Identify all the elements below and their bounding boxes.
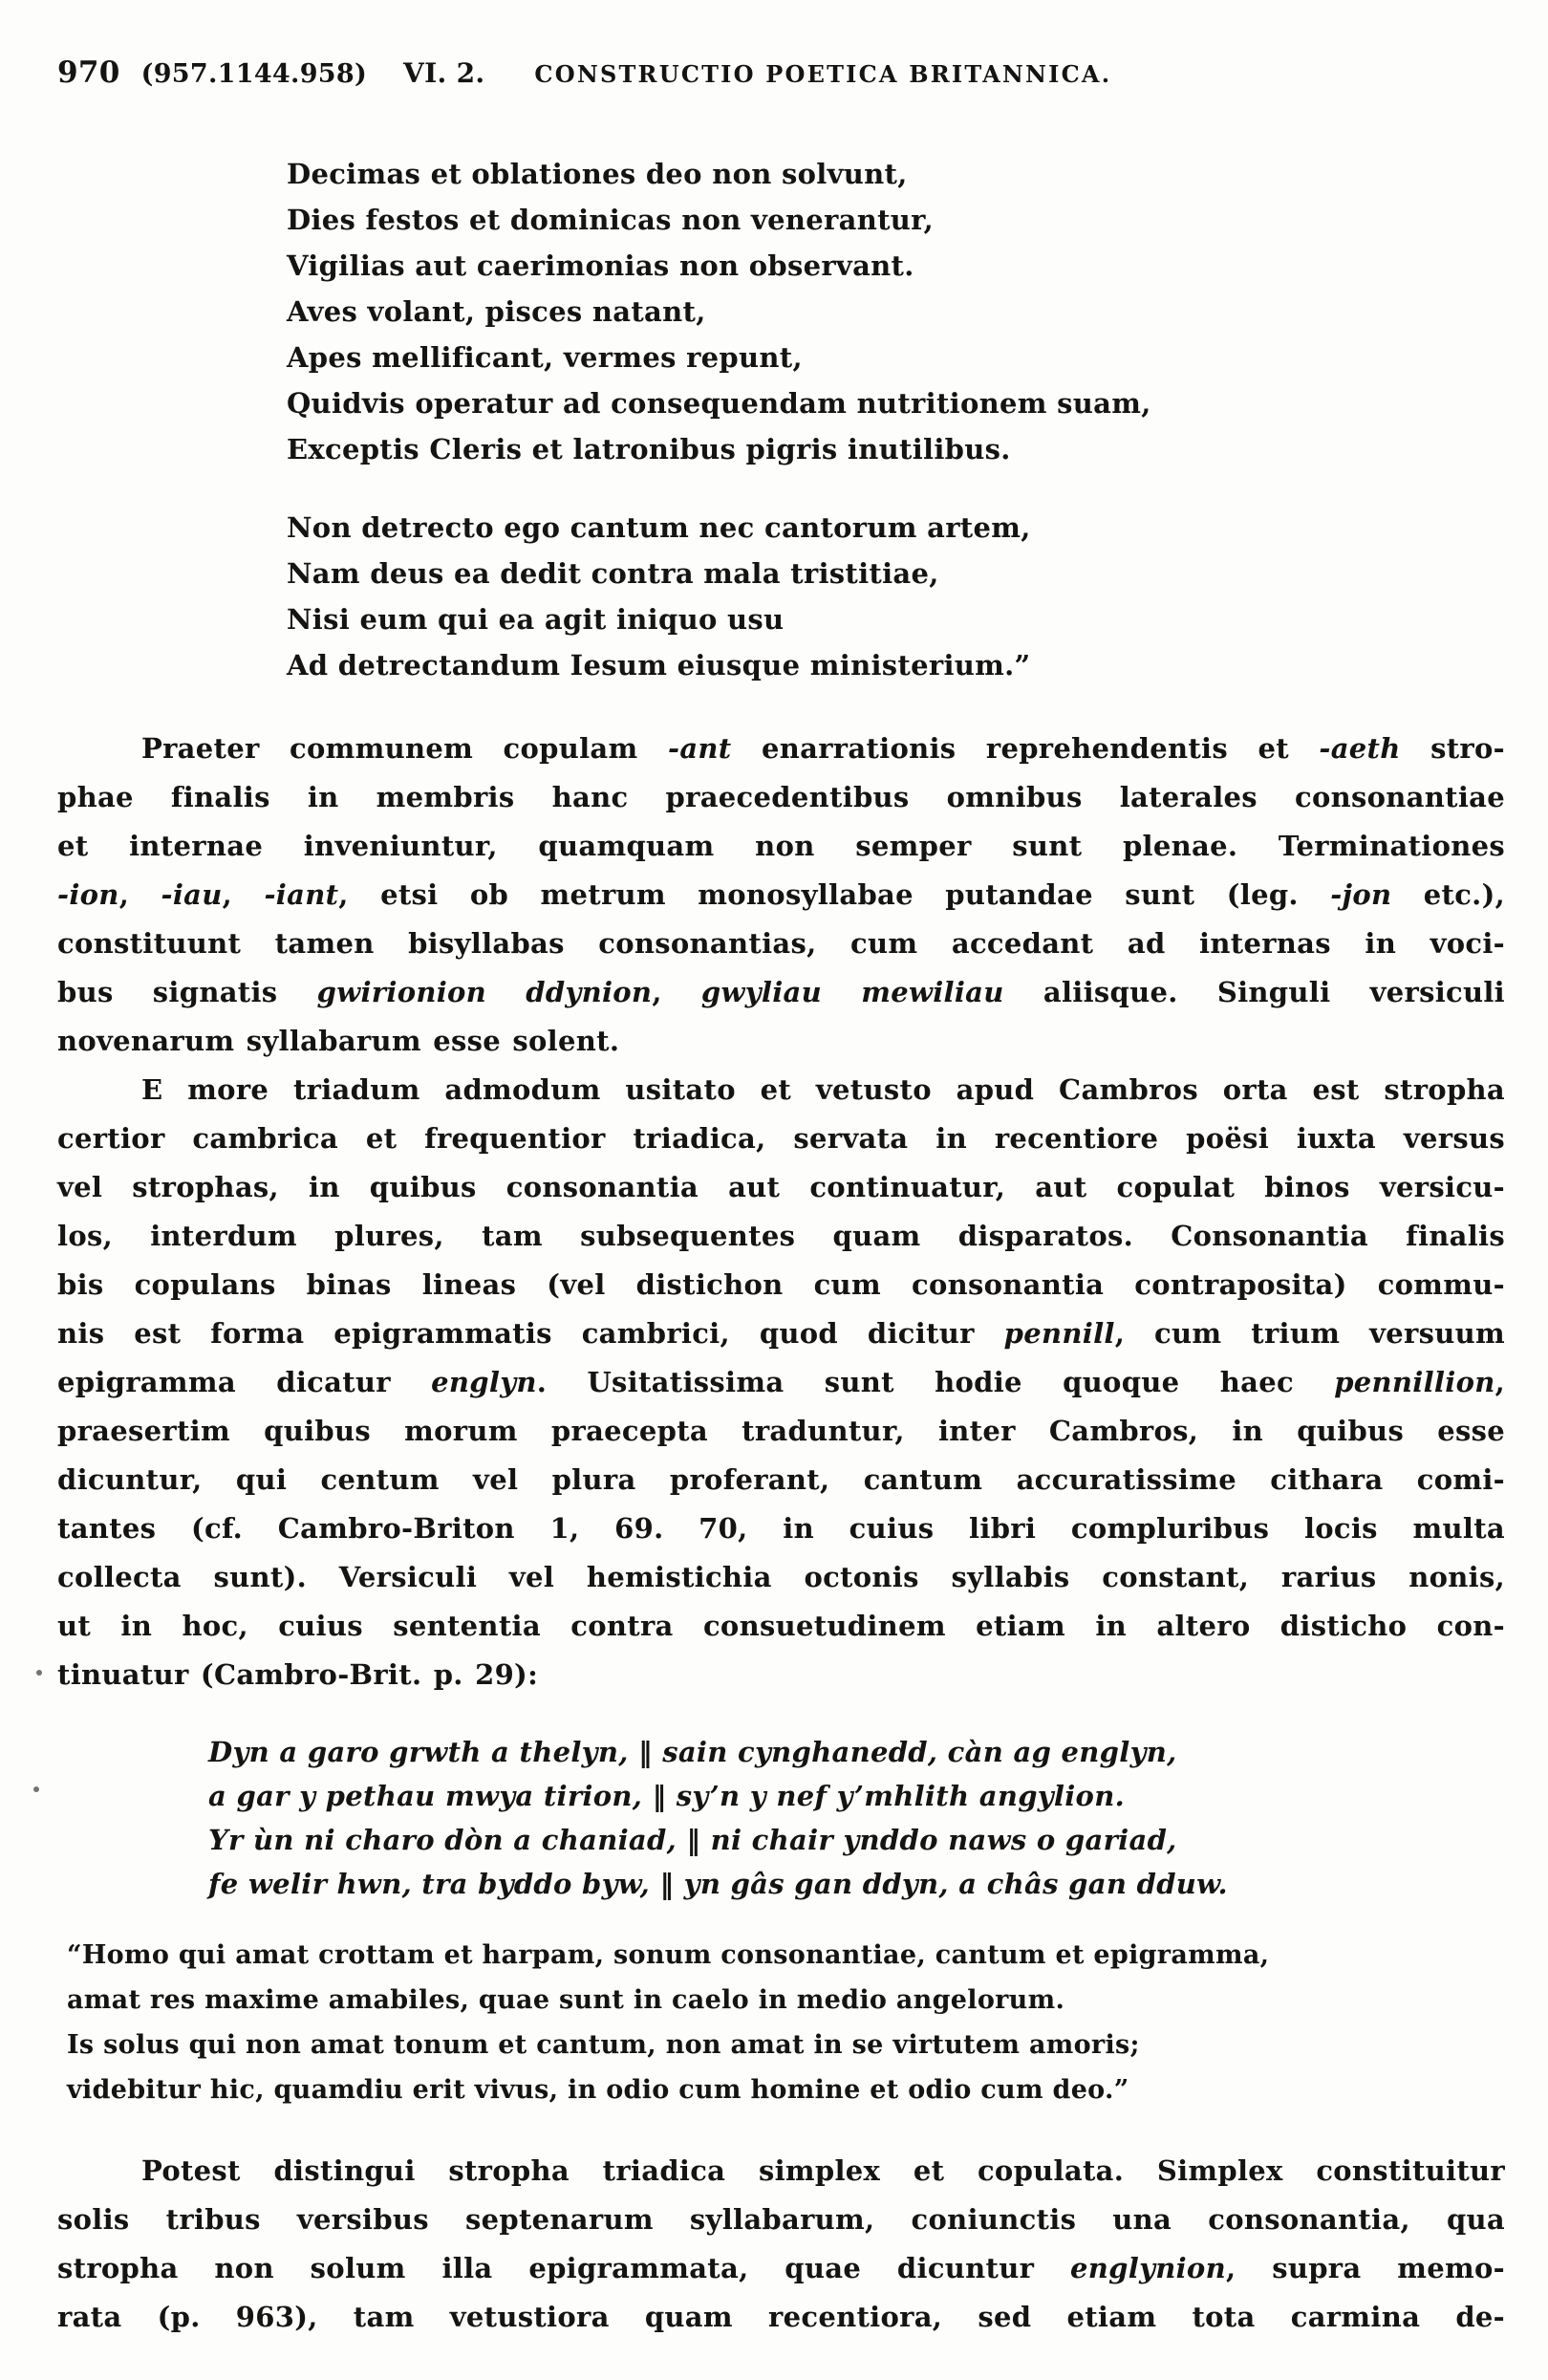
verse-line: Ad detrectandum Iesum eiusque ministerium.” bbox=[287, 649, 1031, 682]
page-header bbox=[57, 55, 1505, 90]
paragraph-line: certior cambrica et frequentior triadica, servata in recentiore poësi iuxta versus bbox=[57, 1122, 1505, 1155]
paragraph-line: Potest distingui stropha triadica simplex et copulata. Simplex constituitur bbox=[141, 2154, 1505, 2187]
quote-line: “Homo qui amat crottam et harpam, sonum consonantiae, cantum et epigramma, bbox=[67, 1940, 1270, 1970]
latin-verse-block-2 bbox=[287, 505, 1505, 688]
translation-quote-block bbox=[67, 1933, 1505, 2112]
paragraph-line: E more triadum admodum usitato et vetusto apud Cambros orta est stropha bbox=[141, 1073, 1505, 1106]
paragraph-line: praesertim quibus morum praecepta traduntur, inter Cambros, in quibus esse bbox=[57, 1415, 1505, 1447]
verse-line: Quidvis operatur ad consequendam nutritionem suam, bbox=[287, 387, 1151, 420]
verse-line: Aves volant, pisces natant, bbox=[287, 295, 706, 328]
paragraph-line: epigramma dicatur englyn. Usitatissima sunt hodie quoque haec pennillion, bbox=[57, 1366, 1505, 1398]
paragraph-line: phae finalis in membris hanc praecedentibus omnibus laterales consonantiae bbox=[57, 781, 1505, 813]
quote-line: amat res maxime amabiles, quae sunt in caelo in medio angelorum. bbox=[67, 1985, 1065, 2015]
paragraph-simplex bbox=[57, 2147, 1505, 2342]
paragraph-line: constituunt tamen bisyllabas consonantias, cum accedant ad internas in voci- bbox=[57, 927, 1505, 960]
welsh-verse-line: fe welir hwn, tra byddo byw, ‖ yn gâs gan ddyn, a châs gan dduw. bbox=[208, 1868, 1228, 1900]
paragraph-line: Praeter communem copulam -ant enarrationis reprehendentis et -aeth stro- bbox=[141, 732, 1505, 765]
paragraph-terminationes bbox=[57, 725, 1505, 1066]
quote-line: videbitur hic, quamdiu erit vivus, in odio cum homine et odio cum deo.” bbox=[67, 2075, 1129, 2105]
welsh-verse-line: Yr ùn ni charo dòn a chaniad, ‖ ni chair ynddo naws o gariad, bbox=[208, 1824, 1177, 1856]
verse-line: Vigilias aut caerimonias non observant. bbox=[287, 249, 914, 282]
paragraph-line: rata (p. 963), tam vetustiora quam recentiora, sed etiam tota carmina de- bbox=[57, 2301, 1505, 2333]
paragraph-line: stropha non solum illa epigrammata, quae dicuntur englynion, supra memo- bbox=[57, 2252, 1505, 2284]
paragraph-line: dicuntur, qui centum vel plura proferant, cantum accuratissime cithara comi- bbox=[57, 1463, 1505, 1496]
verse-line: Nam deus ea dedit contra mala tristitiae, bbox=[287, 557, 939, 590]
paragraph-line: tantes (cf. Cambro-Briton 1, 69. 70, in cuius libri compluribus locis multa bbox=[57, 1512, 1505, 1545]
paragraph-line: nis est forma epigrammatis cambrici, quod dicitur pennill, cum trium versuum bbox=[57, 1317, 1505, 1350]
welsh-verse-line: Dyn a garo grwth a thelyn, ‖ sain cynghanedd, càn ag englyn, bbox=[208, 1736, 1177, 1768]
paragraph-line: collecta sunt). Versiculi vel hemistichia octonis syllabis constant, rarius nonis, bbox=[57, 1561, 1505, 1593]
paragraph-triadica bbox=[57, 1066, 1505, 1699]
paragraph-line: vel strophas, in quibus consonantia aut continuatur, aut copulat binos versicu- bbox=[57, 1171, 1505, 1203]
verse-line: Decimas et oblationes deo non solvunt, bbox=[287, 158, 908, 190]
running-title: CONSTRUCTIO POETICA BRITANNICA. bbox=[534, 60, 1112, 88]
paragraph-line: et internae inveniuntur, quamquam non semper sunt plenae. Terminationes bbox=[57, 830, 1505, 862]
scan-artifact-dot bbox=[33, 1786, 39, 1792]
paragraph-line: novenarum syllabarum esse solent. bbox=[57, 1025, 620, 1057]
welsh-verse-block bbox=[208, 1730, 1505, 1906]
paragraph-line: ut in hoc, cuius sententia contra consuetudinem etiam in altero disticho con- bbox=[57, 1610, 1505, 1642]
verse-line: Non detrecto ego cantum nec cantorum artem, bbox=[287, 511, 1031, 544]
verse-line: Dies festos et dominicas non venerantur, bbox=[287, 204, 935, 236]
quote-line: Is solus qui non amat tonum et cantum, non amat in se virtutem amoris; bbox=[67, 2030, 1140, 2060]
scan-artifact-dot bbox=[36, 1670, 42, 1676]
paragraph-line: bus signatis gwirionion ddynion, gwyliau mewiliau aliisque. Singuli versiculi bbox=[57, 976, 1505, 1008]
page-number: 970 bbox=[57, 55, 120, 90]
paragraph-line: los, interdum plures, tam subsequentes quam disparatos. Consonantia finalis bbox=[57, 1220, 1505, 1252]
paragraph-line: -ion, -iau, -iant, etsi ob metrum monosyllabae putandae sunt (leg. -jon etc.), bbox=[57, 878, 1506, 911]
latin-verse-block-1 bbox=[287, 151, 1505, 472]
verse-line: Apes mellificant, vermes repunt, bbox=[287, 341, 803, 374]
verse-line: Nisi eum qui ea agit iniquo usu bbox=[287, 603, 785, 636]
chapter-number: VI. 2. bbox=[403, 57, 485, 89]
welsh-verse-line: a gar y pethau mwya tirion, ‖ sy’n y nef y’mhlith angylion. bbox=[208, 1780, 1125, 1812]
paragraph-line: bis copulans binas lineas (vel distichon cum consonantia contraposita) commu- bbox=[57, 1268, 1505, 1301]
paragraph-line: solis tribus versibus septenarum syllabarum, coniunctis una consonantia, qua bbox=[57, 2203, 1505, 2236]
verse-line: Exceptis Cleris et latronibus pigris inutilibus. bbox=[287, 433, 1011, 465]
catalog-ref: (957.1144.958) bbox=[140, 59, 368, 89]
paragraph-line: tinuatur (Cambro-Brit. p. 29): bbox=[57, 1658, 539, 1691]
